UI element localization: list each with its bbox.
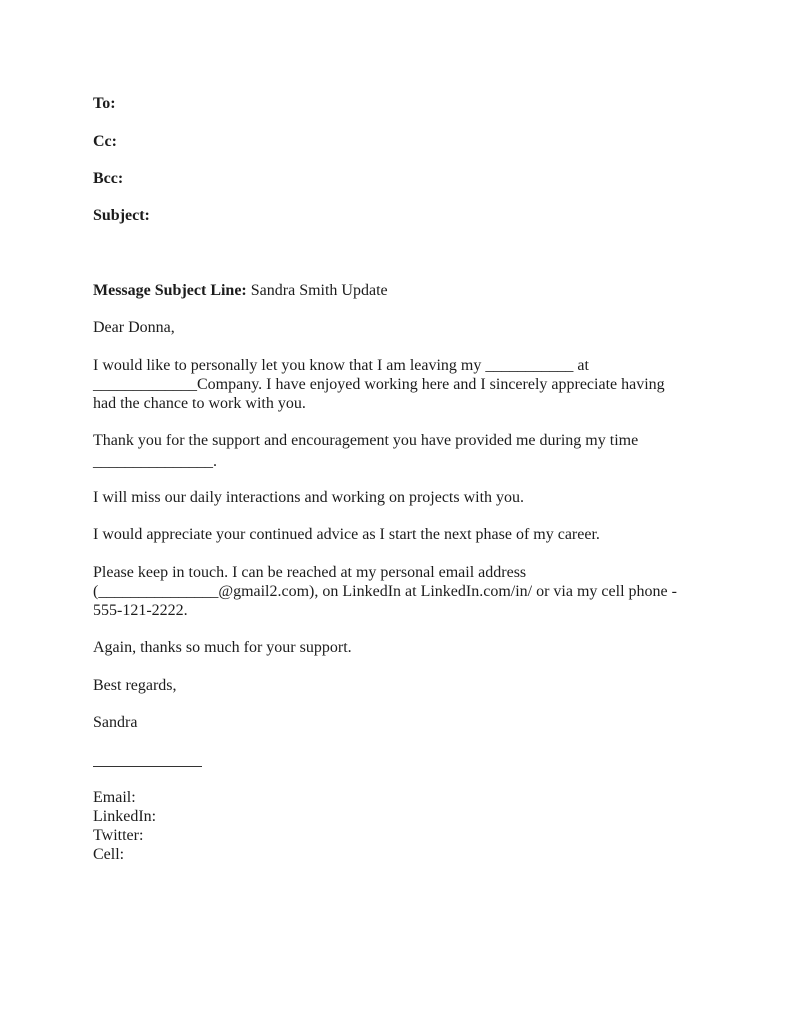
paragraph-2-line-2: _______________. (93, 453, 217, 470)
message-subject-value: Sandra Smith Update (246, 282, 388, 299)
paragraph-2-line-1: Thank you for the support and encouragement you have provided me during my time (93, 432, 639, 449)
paragraph-1-line-2: _____________Company. I have enjoyed working here and I sincerely appreciate having (93, 376, 665, 393)
paragraph-5-line-3: 555-121-2222. (93, 602, 188, 619)
bcc-label: Bcc: (93, 170, 124, 187)
paragraph-4: I would appreciate your continued advice as I start the next phase of my career. (93, 526, 600, 543)
signature-name: Sandra (93, 714, 138, 731)
cc-label: Cc: (93, 133, 117, 150)
paragraph-3: I will miss our daily interactions and working on projects with you. (93, 489, 525, 506)
message-subject-line (93, 281, 388, 300)
linkedin-label: LinkedIn: (93, 808, 157, 825)
paragraph-5-line-2: (_______________@gmail2.com), on LinkedIn at LinkedIn.com/in/ or via my cell phone - (93, 583, 677, 600)
subject-label: Subject: (93, 207, 150, 224)
twitter-label: Twitter: (93, 827, 144, 844)
paragraph-1-line-3: had the chance to work with you. (93, 395, 306, 412)
to-label: To: (93, 95, 116, 112)
cell-label: Cell: (93, 846, 125, 863)
greeting: Dear Donna, (93, 319, 175, 336)
email-label: Email: (93, 789, 136, 806)
paragraph-5-line-1: Please keep in touch. I can be reached at my personal email address (93, 564, 527, 581)
paragraph-1-line-1: I would like to personally let you know that I am leaving my ___________ at (93, 357, 589, 374)
signature-underline (93, 766, 202, 767)
paragraph-6: Again, thanks so much for your support. (93, 639, 352, 656)
closing: Best regards, (93, 677, 177, 694)
message-subject-label: Message Subject Line: (93, 282, 247, 299)
